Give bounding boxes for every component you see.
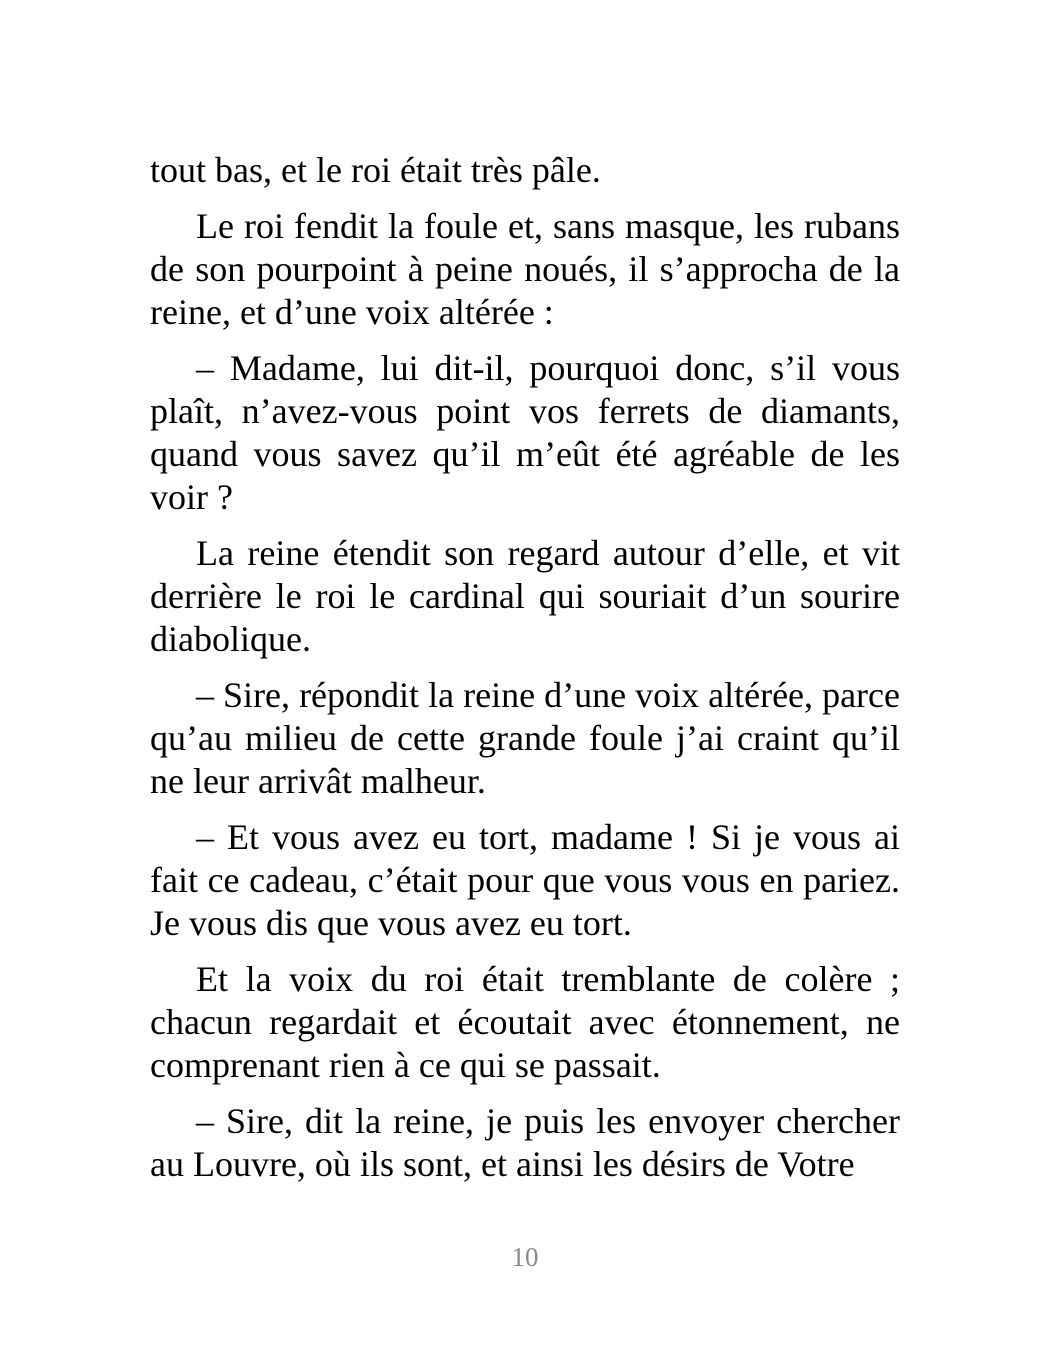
paragraph: – Sire, répondit la reine d’une voix altérée, parce qu’au milieu de cette grande foule j’ai craint qu’il ne leur arrivât malheur. [150, 675, 900, 801]
paragraph: Le roi fendit la foule et, sans masque, les rubans de son pourpoint à peine noués, il s’approcha de la reine, et d’une voix altérée : [150, 206, 900, 332]
paragraph: La reine étendit son regard autour d’elle, et vit derrière le roi le cardinal qui souriait d’un sourire diabolique. [150, 533, 900, 659]
paragraph: – Et vous avez eu tort, madame ! Si je vous ai fait ce cadeau, c’était pour que vous vous en pariez. Je vous dis que vous avez eu tort. [150, 817, 900, 943]
paragraph: – Sire, dit la reine, je puis les envoyer chercher au Louvre, où ils sont, et ainsi les désirs de Votre [150, 1101, 900, 1184]
paragraph: Et la voix du roi était tremblante de colère ; chacun regardait et écoutait avec étonnement, ne comprenant rien à ce qui se passait. [150, 959, 900, 1085]
page-number: 10 [511, 1242, 539, 1272]
paragraph: – Madame, lui dit-il, pourquoi donc, s’il vous plaît, n’avez-vous point vos ferrets de diamants, quand vous savez qu’il m’eût été agréable de les voir ? [150, 348, 900, 517]
page-body [150, 149, 900, 1199]
paragraph-continuation: tout bas, et le roi était très pâle. [150, 150, 601, 190]
